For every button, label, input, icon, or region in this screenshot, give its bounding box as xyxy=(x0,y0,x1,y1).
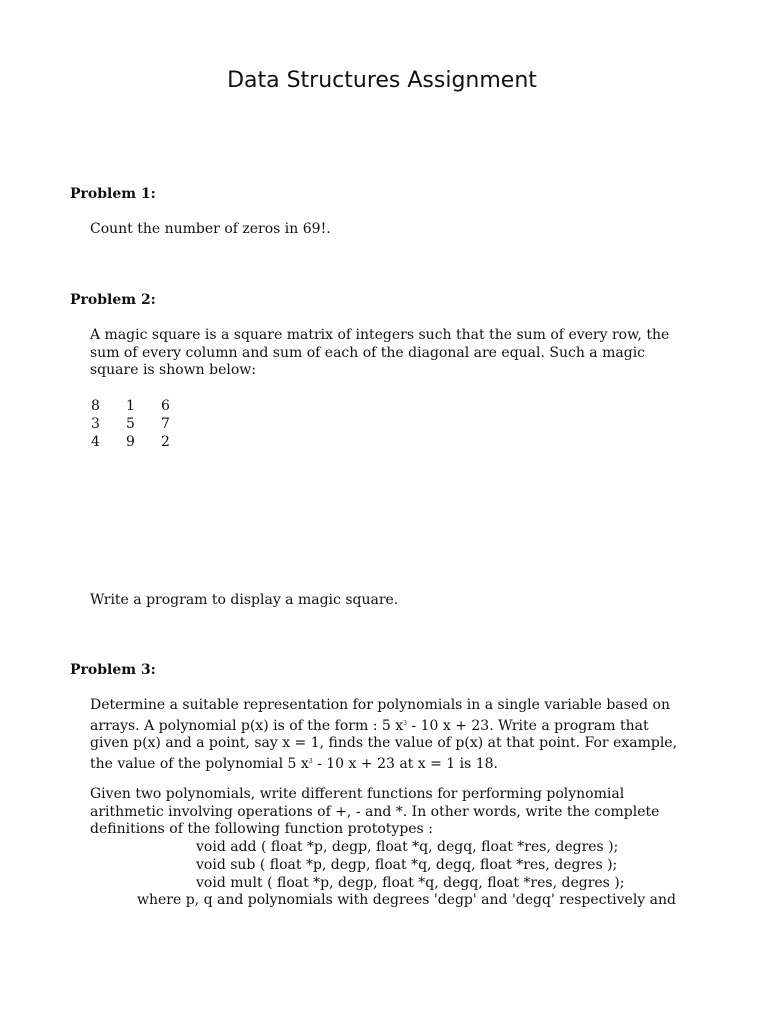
magic-square-cell: 2 xyxy=(161,434,170,450)
magic-square-cell: 4 xyxy=(91,434,100,450)
problem-2-task: Write a program to display a magic square. xyxy=(90,592,399,608)
magic-square-table xyxy=(78,397,183,451)
problem-3-line xyxy=(90,753,710,774)
problem-3-paragraph-1 xyxy=(90,697,710,773)
problem-3-line-text: - 10 x + 23. Write a program that xyxy=(406,717,649,734)
exponent-superscript: 3 xyxy=(308,757,313,765)
magic-square-row xyxy=(78,415,183,433)
magic-square-cell: 3 xyxy=(91,416,100,432)
function-prototype-add: void add ( float *p, degp, float *q, degq, float *res, degres ); xyxy=(196,839,619,855)
problem-3-line-text: - 10 x + 23 at x = 1 is 18. xyxy=(312,755,499,772)
prototype-explanation: where p, q and polynomials with degrees 'degp' and 'degq' respectively and xyxy=(137,892,676,908)
problem-1-heading: Problem 1: xyxy=(70,186,156,202)
magic-square-cell: 5 xyxy=(126,416,135,432)
problem-1-text: Count the number of zeros in 69!. xyxy=(90,221,331,237)
problem-2-heading: Problem 2: xyxy=(70,292,156,308)
document-title: Data Structures Assignment xyxy=(227,68,537,93)
magic-square-cell: 1 xyxy=(126,398,135,414)
problem-3-line: Determine a suitable representation for polynomials in a single variable based on xyxy=(90,697,670,713)
problem-3-line: definitions of the following function prototypes : xyxy=(90,821,433,838)
problem-3-line-text: arrays. A polynomial p(x) is of the form : 5 x xyxy=(90,717,404,734)
problem-2-intro-line: square is shown below: xyxy=(90,362,256,379)
problem-3-line: Given two polynomials, write different functions for performing polynomial xyxy=(90,786,625,802)
problem-3-line xyxy=(90,715,710,736)
problem-3-line-text: the value of the polynomial 5 x xyxy=(90,755,309,772)
magic-square-cell: 9 xyxy=(126,434,135,450)
function-prototype-mult: void mult ( float *p, degp, float *q, degq, float *res, degres ); xyxy=(196,875,625,891)
problem-3-line: arithmetic involving operations of +, - and *. In other words, write the complete xyxy=(90,803,660,820)
function-prototype-sub: void sub ( float *p, degp, float *q, degq, float *res, degres ); xyxy=(196,857,618,873)
problem-2-intro-line: sum of every column and sum of each of the diagonal are equal. Such a magic xyxy=(90,344,646,361)
problem-2-intro xyxy=(90,327,710,380)
problem-2-intro-line: A magic square is a square matrix of integers such that the sum of every row, the xyxy=(90,327,670,343)
magic-square-row xyxy=(78,433,183,451)
magic-square-cell: 8 xyxy=(91,398,100,414)
problem-3-line: given p(x) and a point, say x = 1, finds the value of p(x) at that point. For example, xyxy=(90,735,678,752)
magic-square-cell: 6 xyxy=(161,398,170,414)
magic-square-row xyxy=(78,397,183,415)
magic-square-cell: 7 xyxy=(161,416,170,432)
problem-3-heading: Problem 3: xyxy=(70,662,156,678)
exponent-superscript: 3 xyxy=(403,719,407,727)
problem-3-paragraph-2 xyxy=(90,786,710,839)
